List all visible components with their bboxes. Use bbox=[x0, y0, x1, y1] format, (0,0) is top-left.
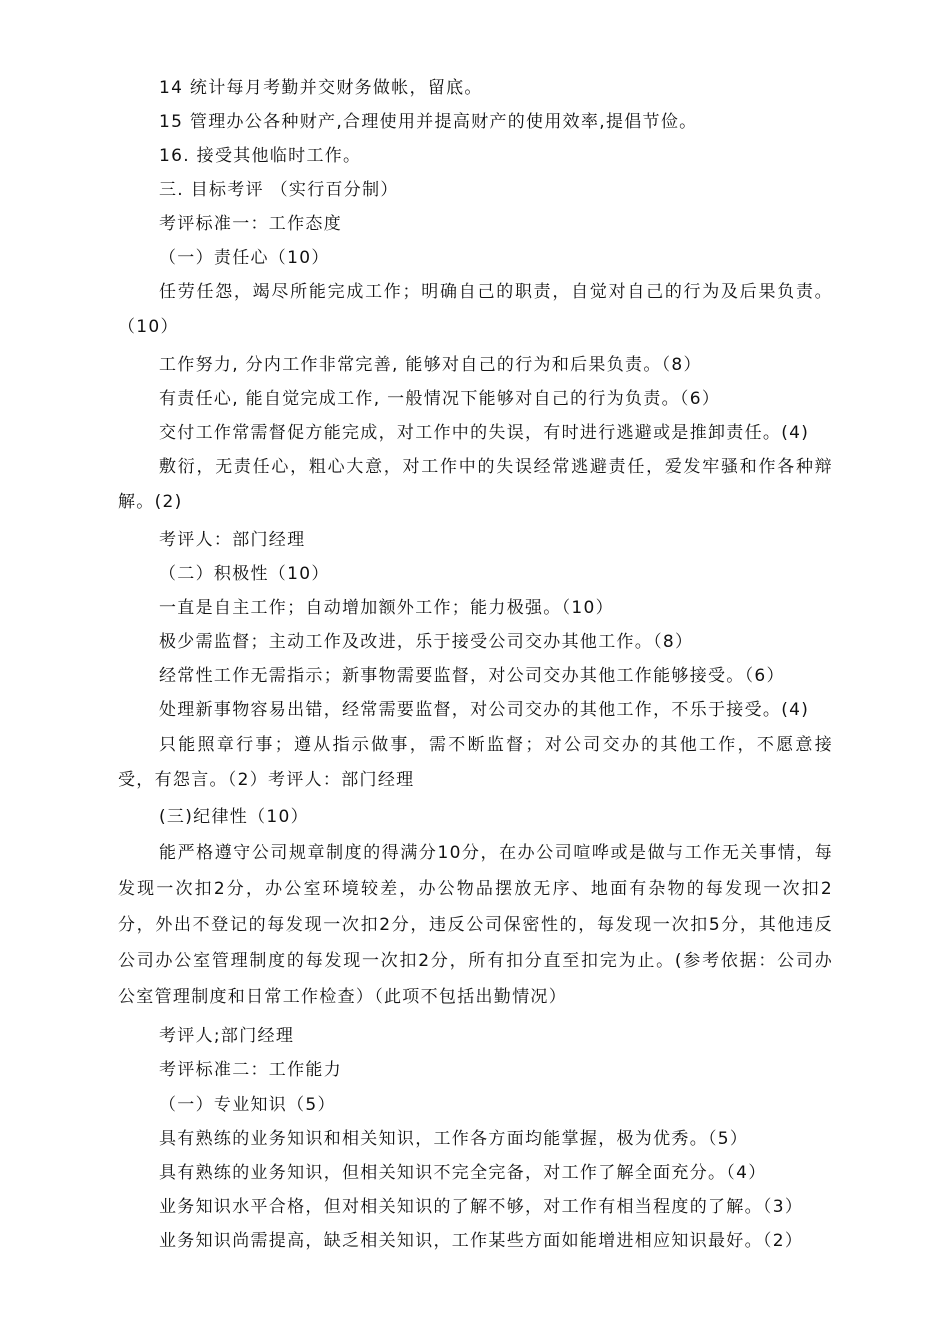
text-line: 业务知识水平合格，但对相关知识的了解不够，对工作有相当程度的了解。（3） bbox=[159, 1197, 804, 1217]
subsection-heading: （一）专业知识（5） bbox=[159, 1095, 336, 1115]
text-line: 具有熟练的业务知识和相关知识，工作各方面均能掌握，极为优秀。（5） bbox=[159, 1129, 749, 1149]
text-line: 业务知识尚需提高，缺乏相关知识，工作某些方面如能增进相应知识最好。（2） bbox=[159, 1231, 804, 1251]
text-line: 经常性工作无需指示；新事物需要监督，对公司交办其他工作能够接受。（6） bbox=[159, 666, 785, 686]
text-paragraph: 敷衍，无责任心，粗心大意，对工作中的失误经常逃避责任，爱发牢骚和作各种辩解。(2) bbox=[118, 457, 833, 512]
section-heading: 三. 目标考评 （实行百分制） bbox=[159, 180, 399, 200]
text-line: 15 管理办公各种财产,合理使用并提高财产的使用效率,提倡节俭。 bbox=[159, 112, 698, 132]
text-line: 有责任心, 能自觉完成工作, 一般情况下能够对自己的行为负责。（6） bbox=[159, 389, 721, 409]
subsection-heading: （二）积极性（10） bbox=[159, 564, 330, 584]
evaluator-line: 考评人;部门经理 bbox=[159, 1026, 295, 1046]
section-heading: 考评标准二：工作能力 bbox=[159, 1060, 342, 1080]
text-line: 处理新事物容易出错，经常需要监督，对公司交办的其他工作，不乐于接受。(4) bbox=[159, 700, 810, 720]
subsection-heading: （一）责任心（10） bbox=[159, 248, 330, 268]
text-paragraph: 能严格遵守公司规章制度的得满分10分，在办公司喧哗或是做与工作无关事情，每发现一次扣2分，办公室环境较差，办公物品摆放无序、地面有杂物的每发现一次扣2分，外出不登记的每发现一次扣2分，违反公司保密性的，每发现一次扣5分，其他违反公司办公室管理制度的每发现一次扣2分，所有扣分直至扣完为止。(参考依据：公司办公室管理制度和日常工作检查）（此项不包括出勤情况） bbox=[118, 843, 833, 1007]
evaluator-line: 考评人：部门经理 bbox=[159, 530, 306, 550]
subsection-heading: (三)纪律性（10） bbox=[159, 807, 309, 827]
text-line: 工作努力, 分内工作非常完善, 能够对自己的行为和后果负责。（8） bbox=[159, 355, 702, 375]
text-line: 交付工作常需督促方能完成，对工作中的失误，有时进行逃避或是推卸责任。(4) bbox=[159, 423, 810, 443]
text-line: 一直是自主工作；自动增加额外工作；能力极强。（10） bbox=[159, 598, 614, 618]
text-line: 具有熟练的业务知识，但相关知识不完全完备，对工作了解全面充分。（4） bbox=[159, 1163, 767, 1183]
section-heading: 考评标准一：工作态度 bbox=[159, 214, 342, 234]
text-line: 极少需监督；主动工作及改进，乐于接受公司交办其他工作。（8） bbox=[159, 632, 694, 652]
text-paragraph: 任劳任怨，竭尽所能完成工作；明确自己的职责，自觉对自己的行为及后果负责。（10） bbox=[118, 282, 833, 337]
text-line: 14 统计每月考勤并交财务做帐，留底。 bbox=[159, 78, 483, 98]
text-paragraph: 只能照章行事；遵从指示做事，需不断监督；对公司交办的其他工作，不愿意接受，有怨言。（2）考评人：部门经理 bbox=[118, 735, 833, 790]
text-line: 16. 接受其他临时工作。 bbox=[159, 146, 362, 166]
